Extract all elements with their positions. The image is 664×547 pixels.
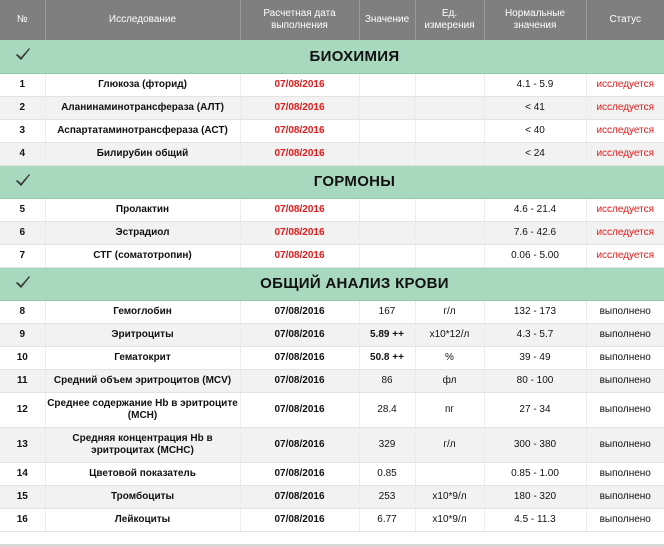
cell-unit: фл [415, 369, 484, 392]
cell-normal: < 40 [484, 119, 586, 142]
cell-unit: х10*12/л [415, 323, 484, 346]
cell-normal: 300 - 380 [484, 427, 586, 462]
cell-normal: 7.6 - 42.6 [484, 221, 586, 244]
cell-num: 14 [0, 462, 45, 485]
cell-name: Эритроциты [45, 323, 240, 346]
cell-unit [415, 119, 484, 142]
cell-name: Средняя концентрация Hb в эритроцитах (MCHC) [45, 427, 240, 462]
cell-value: 50.8 ++ [359, 346, 415, 369]
section-header [0, 267, 664, 300]
cell-name: Аланинаминотрансфераза (АЛТ) [45, 96, 240, 119]
cell-num: 6 [0, 221, 45, 244]
cell-name: Глюкоза (фторид) [45, 73, 240, 96]
cell-unit [415, 462, 484, 485]
cell-status: исследуется [586, 96, 664, 119]
cell-name: Тромбоциты [45, 485, 240, 508]
cell-normal: 4.6 - 21.4 [484, 198, 586, 221]
cell-status: выполнено [586, 462, 664, 485]
section-title: ГОРМОНЫ [45, 165, 664, 198]
cell-normal: 4.1 - 5.9 [484, 73, 586, 96]
cell-unit: % [415, 346, 484, 369]
cell-value [359, 96, 415, 119]
cell-status: выполнено [586, 485, 664, 508]
cell-date: 07/08/2016 [240, 392, 359, 427]
results-body [0, 40, 664, 531]
cell-name: Среднее содержание Hb в эритроците (MCH) [45, 392, 240, 427]
cell-name: Гемоглобин [45, 300, 240, 323]
cell-value: 0.85 [359, 462, 415, 485]
checkmark-icon [0, 267, 45, 300]
cell-name: Билирубин общий [45, 142, 240, 165]
table-row[interactable] [0, 508, 664, 531]
cell-date: 07/08/2016 [240, 244, 359, 267]
cell-status: исследуется [586, 244, 664, 267]
table-row[interactable] [0, 369, 664, 392]
cell-normal: 0.85 - 1.00 [484, 462, 586, 485]
cell-date: 07/08/2016 [240, 96, 359, 119]
cell-normal: 4.3 - 5.7 [484, 323, 586, 346]
cell-date: 07/08/2016 [240, 300, 359, 323]
cell-name: Пролактин [45, 198, 240, 221]
cell-normal: 132 - 173 [484, 300, 586, 323]
cell-date: 07/08/2016 [240, 346, 359, 369]
cell-unit [415, 198, 484, 221]
section-title: БИОХИМИЯ [45, 40, 664, 73]
cell-name: Аспартатаминотрансфераза (АСТ) [45, 119, 240, 142]
table-row[interactable] [0, 300, 664, 323]
cell-name: Средний объем эритроцитов (MCV) [45, 369, 240, 392]
cell-unit [415, 142, 484, 165]
cell-value [359, 221, 415, 244]
cell-date: 07/08/2016 [240, 508, 359, 531]
cell-date: 07/08/2016 [240, 323, 359, 346]
cell-value [359, 73, 415, 96]
cell-normal: 80 - 100 [484, 369, 586, 392]
cell-num: 2 [0, 96, 45, 119]
checkmark-icon [0, 40, 45, 73]
table-row[interactable] [0, 198, 664, 221]
cell-num: 7 [0, 244, 45, 267]
table-row[interactable] [0, 73, 664, 96]
cell-date: 07/08/2016 [240, 221, 359, 244]
header-status: Статус [586, 0, 664, 40]
cell-unit [415, 244, 484, 267]
cell-date: 07/08/2016 [240, 427, 359, 462]
cell-status: выполнено [586, 346, 664, 369]
cell-name: Гематокрит [45, 346, 240, 369]
cell-name: Цветовой показатель [45, 462, 240, 485]
cell-status: исследуется [586, 73, 664, 96]
cell-unit: пг [415, 392, 484, 427]
cell-num: 8 [0, 300, 45, 323]
cell-normal: 4.5 - 11.3 [484, 508, 586, 531]
table-row[interactable] [0, 346, 664, 369]
cell-status: исследуется [586, 221, 664, 244]
checkmark-icon [0, 165, 45, 198]
header-num: № [0, 0, 45, 40]
table-row[interactable] [0, 427, 664, 462]
section-header [0, 165, 664, 198]
cell-value: 6.77 [359, 508, 415, 531]
cell-status: выполнено [586, 508, 664, 531]
table-row[interactable] [0, 323, 664, 346]
cell-normal: 180 - 320 [484, 485, 586, 508]
cell-unit [415, 73, 484, 96]
cell-date: 07/08/2016 [240, 73, 359, 96]
header-test: Исследование [45, 0, 240, 40]
cell-normal: 0.06 - 5.00 [484, 244, 586, 267]
table-row[interactable] [0, 96, 664, 119]
cell-num: 11 [0, 369, 45, 392]
cell-normal: < 41 [484, 96, 586, 119]
cell-num: 3 [0, 119, 45, 142]
cell-date: 07/08/2016 [240, 119, 359, 142]
cell-num: 4 [0, 142, 45, 165]
cell-unit [415, 96, 484, 119]
cell-unit: х10*9/л [415, 485, 484, 508]
cell-status: исследуется [586, 198, 664, 221]
cell-status: выполнено [586, 427, 664, 462]
cell-value: 253 [359, 485, 415, 508]
cell-num: 1 [0, 73, 45, 96]
cell-unit [415, 221, 484, 244]
header-date: Расчетная дата выполнения [240, 0, 359, 40]
cell-status: исследуется [586, 142, 664, 165]
table-row[interactable] [0, 462, 664, 485]
cell-unit: х10*9/л [415, 508, 484, 531]
cell-name: Лейкоциты [45, 508, 240, 531]
header-row [0, 0, 664, 40]
cell-date: 07/08/2016 [240, 462, 359, 485]
cell-date: 07/08/2016 [240, 369, 359, 392]
table-row[interactable] [0, 221, 664, 244]
cell-value: 329 [359, 427, 415, 462]
cell-num: 16 [0, 508, 45, 531]
cell-num: 12 [0, 392, 45, 427]
cell-status: выполнено [586, 369, 664, 392]
cell-num: 13 [0, 427, 45, 462]
cell-value [359, 119, 415, 142]
cell-value [359, 244, 415, 267]
cell-num: 15 [0, 485, 45, 508]
cell-date: 07/08/2016 [240, 198, 359, 221]
section-header [0, 40, 664, 73]
cell-date: 07/08/2016 [240, 142, 359, 165]
cell-status: выполнено [586, 323, 664, 346]
cell-unit: г/л [415, 300, 484, 323]
header-value: Значение [359, 0, 415, 40]
cell-status: исследуется [586, 119, 664, 142]
table-row[interactable] [0, 244, 664, 267]
cell-value: 86 [359, 369, 415, 392]
header-unit: Ед. измерения [415, 0, 484, 40]
cell-unit: г/л [415, 427, 484, 462]
header-normal: Нормальные значения [484, 0, 586, 40]
cell-num: 5 [0, 198, 45, 221]
table-row[interactable] [0, 142, 664, 165]
cell-date: 07/08/2016 [240, 485, 359, 508]
table-row[interactable] [0, 119, 664, 142]
cell-normal: 39 - 49 [484, 346, 586, 369]
cell-value [359, 198, 415, 221]
cell-name: СТГ (соматотропин) [45, 244, 240, 267]
cell-normal: 27 - 34 [484, 392, 586, 427]
cell-num: 9 [0, 323, 45, 346]
cell-name: Эстрадиол [45, 221, 240, 244]
cell-status: выполнено [586, 392, 664, 427]
cell-value [359, 142, 415, 165]
cell-value: 167 [359, 300, 415, 323]
cell-status: выполнено [586, 300, 664, 323]
cell-value: 28.4 [359, 392, 415, 427]
cell-normal: < 24 [484, 142, 586, 165]
cell-value: 5.89 ++ [359, 323, 415, 346]
cell-num: 10 [0, 346, 45, 369]
table-row[interactable] [0, 485, 664, 508]
section-title: ОБЩИЙ АНАЛИЗ КРОВИ [45, 267, 664, 300]
table-row[interactable] [0, 392, 664, 427]
